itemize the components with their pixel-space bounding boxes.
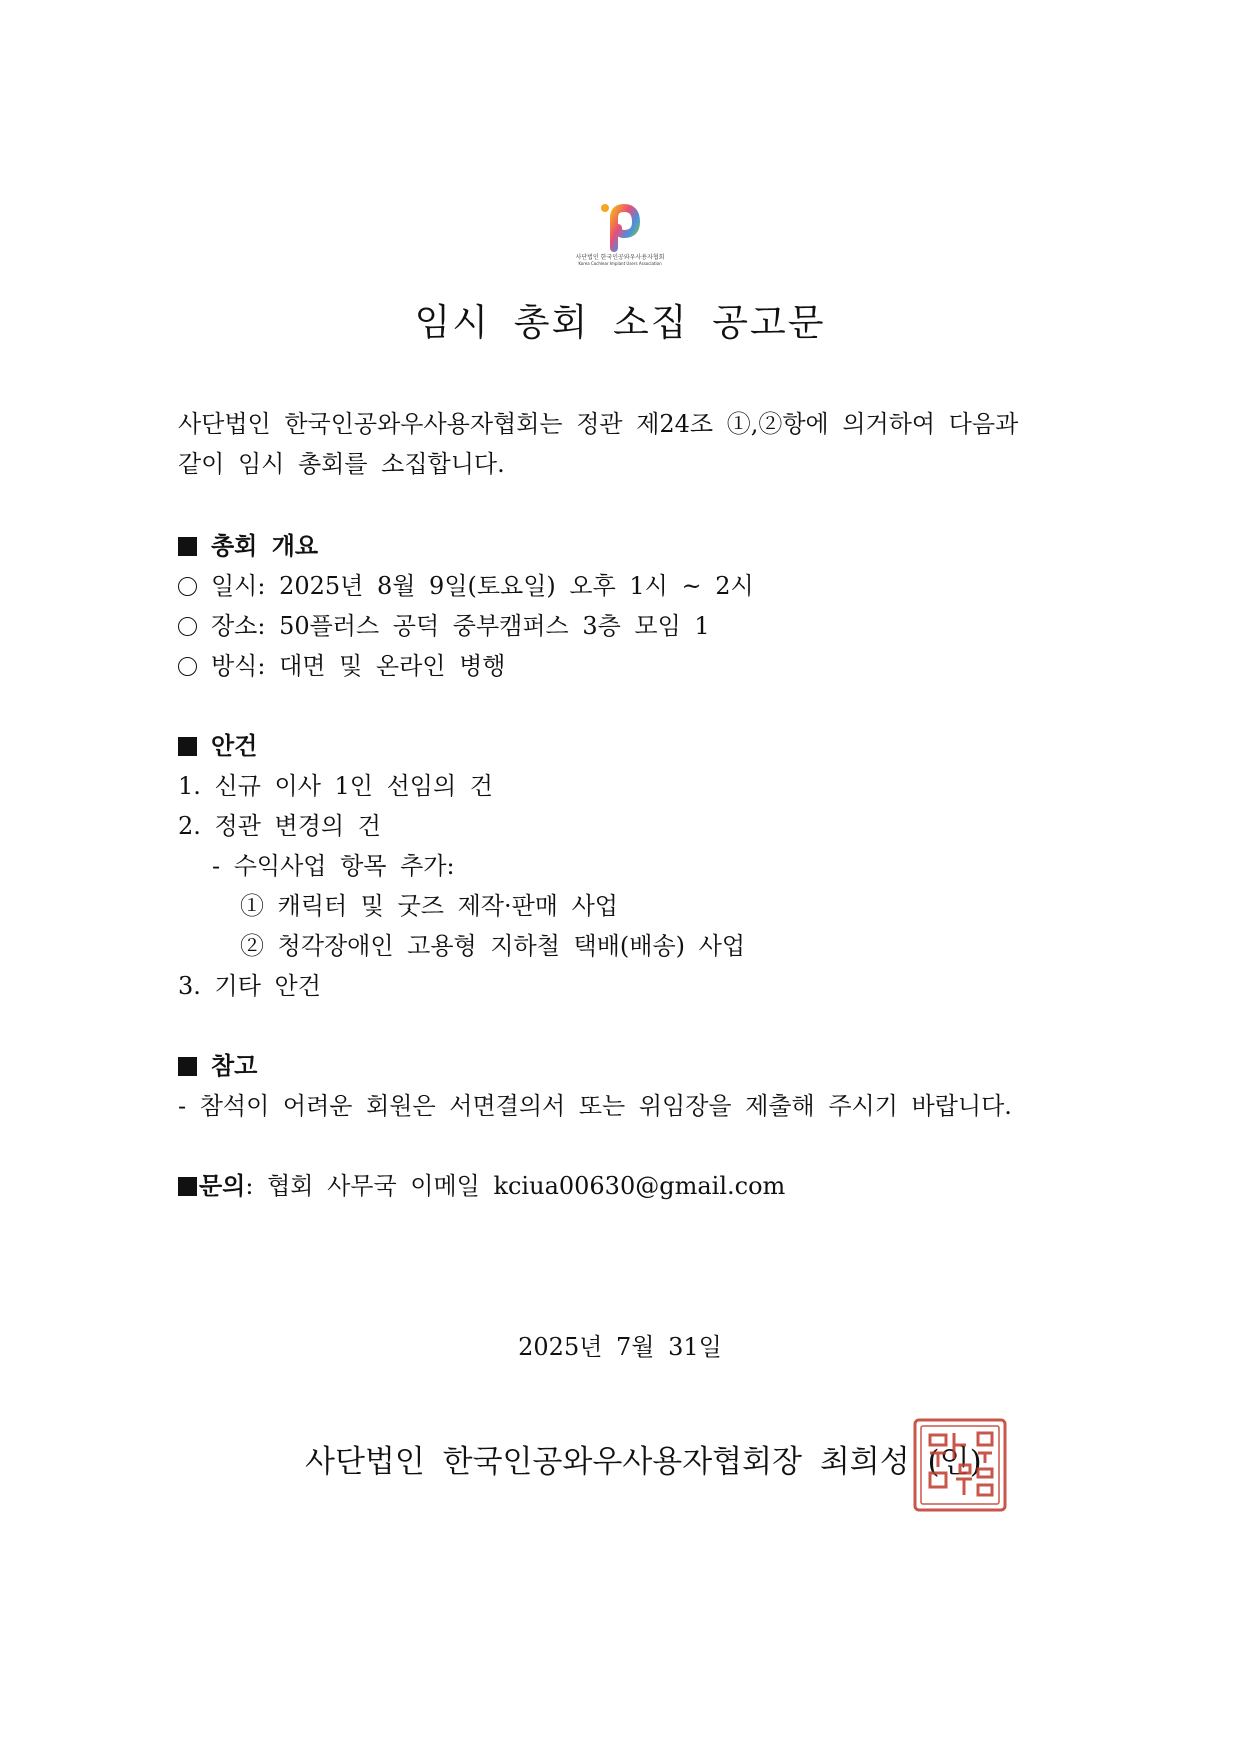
overview-item-method xyxy=(178,646,505,686)
agenda-sub-item-2: ② 청각장애인 고용형 지하철 택배(배송) 사업 xyxy=(240,932,745,960)
note-heading xyxy=(178,1046,257,1086)
overview-item-location xyxy=(178,606,710,646)
agenda-item-2: 2. 정관 변경의 건 xyxy=(178,812,381,840)
logo-name-korean: 사단법인 한국인공와우사용자협회 xyxy=(575,254,665,261)
overview-item-datetime xyxy=(178,566,754,606)
logo-name-english: Korea Cochlear Implant Users Association xyxy=(578,261,662,266)
note-heading-text: 참고 xyxy=(211,1051,258,1080)
square-bullet-icon xyxy=(178,1057,197,1076)
logo-caption xyxy=(572,254,668,266)
overview-item-text: 방식: 대면 및 온라인 병행 xyxy=(211,652,506,680)
overview-heading-text: 총회 개요 xyxy=(211,531,319,560)
agenda-heading-text: 안건 xyxy=(211,731,258,760)
circle-bullet-icon xyxy=(178,617,197,636)
agenda-sub-heading: - 수익사업 항목 추가: xyxy=(212,852,455,880)
intro-line-2: 같이 임시 총회를 소집합니다. xyxy=(178,450,505,478)
agenda-sub-item-1: ① 캐릭터 및 굿즈 제작·판매 사업 xyxy=(240,892,618,920)
contact-line xyxy=(178,1166,785,1206)
circle-bullet-icon xyxy=(178,657,197,676)
red-seal-stamp-icon xyxy=(912,1417,1008,1513)
square-bullet-icon xyxy=(178,1177,197,1196)
agenda-heading xyxy=(178,726,257,766)
square-bullet-icon xyxy=(178,737,197,756)
association-logo-icon xyxy=(572,200,668,256)
overview-item-text: 장소: 50플러스 공덕 중부캠퍼스 3층 모임 1 xyxy=(211,612,710,640)
signature-line: 사단법인 한국인공와우사용자협회장 최희성 (인) xyxy=(305,1444,982,1480)
association-logo xyxy=(572,200,668,276)
intro-paragraph xyxy=(178,404,1078,484)
contact-label: 문의 xyxy=(199,1171,246,1200)
agenda-item-3: 3. 기타 안건 xyxy=(178,972,321,1000)
agenda-item-1: 1. 신규 이사 1인 선임의 건 xyxy=(178,772,493,800)
intro-line-1: 사단법인 한국인공와우사용자협회는 정관 제24조 ①,②항에 의거하여 다음과 xyxy=(178,410,1019,438)
circle-bullet-icon xyxy=(178,577,197,596)
page-title: 임시 총회 소집 공고문 xyxy=(414,301,826,344)
overview-item-text: 일시: 2025년 8월 9일(토요일) 오후 1시 ~ 2시 xyxy=(211,572,754,600)
square-bullet-icon xyxy=(178,537,197,556)
document-date: 2025년 7월 31일 xyxy=(518,1333,722,1361)
note-text: - 참석이 어려운 회원은 서면결의서 또는 위임장을 제출해 주시기 바랍니다. xyxy=(178,1092,1012,1120)
contact-text: : 협회 사무국 이메일 kciua00630@gmail.com xyxy=(245,1172,786,1200)
overview-heading xyxy=(178,526,318,566)
